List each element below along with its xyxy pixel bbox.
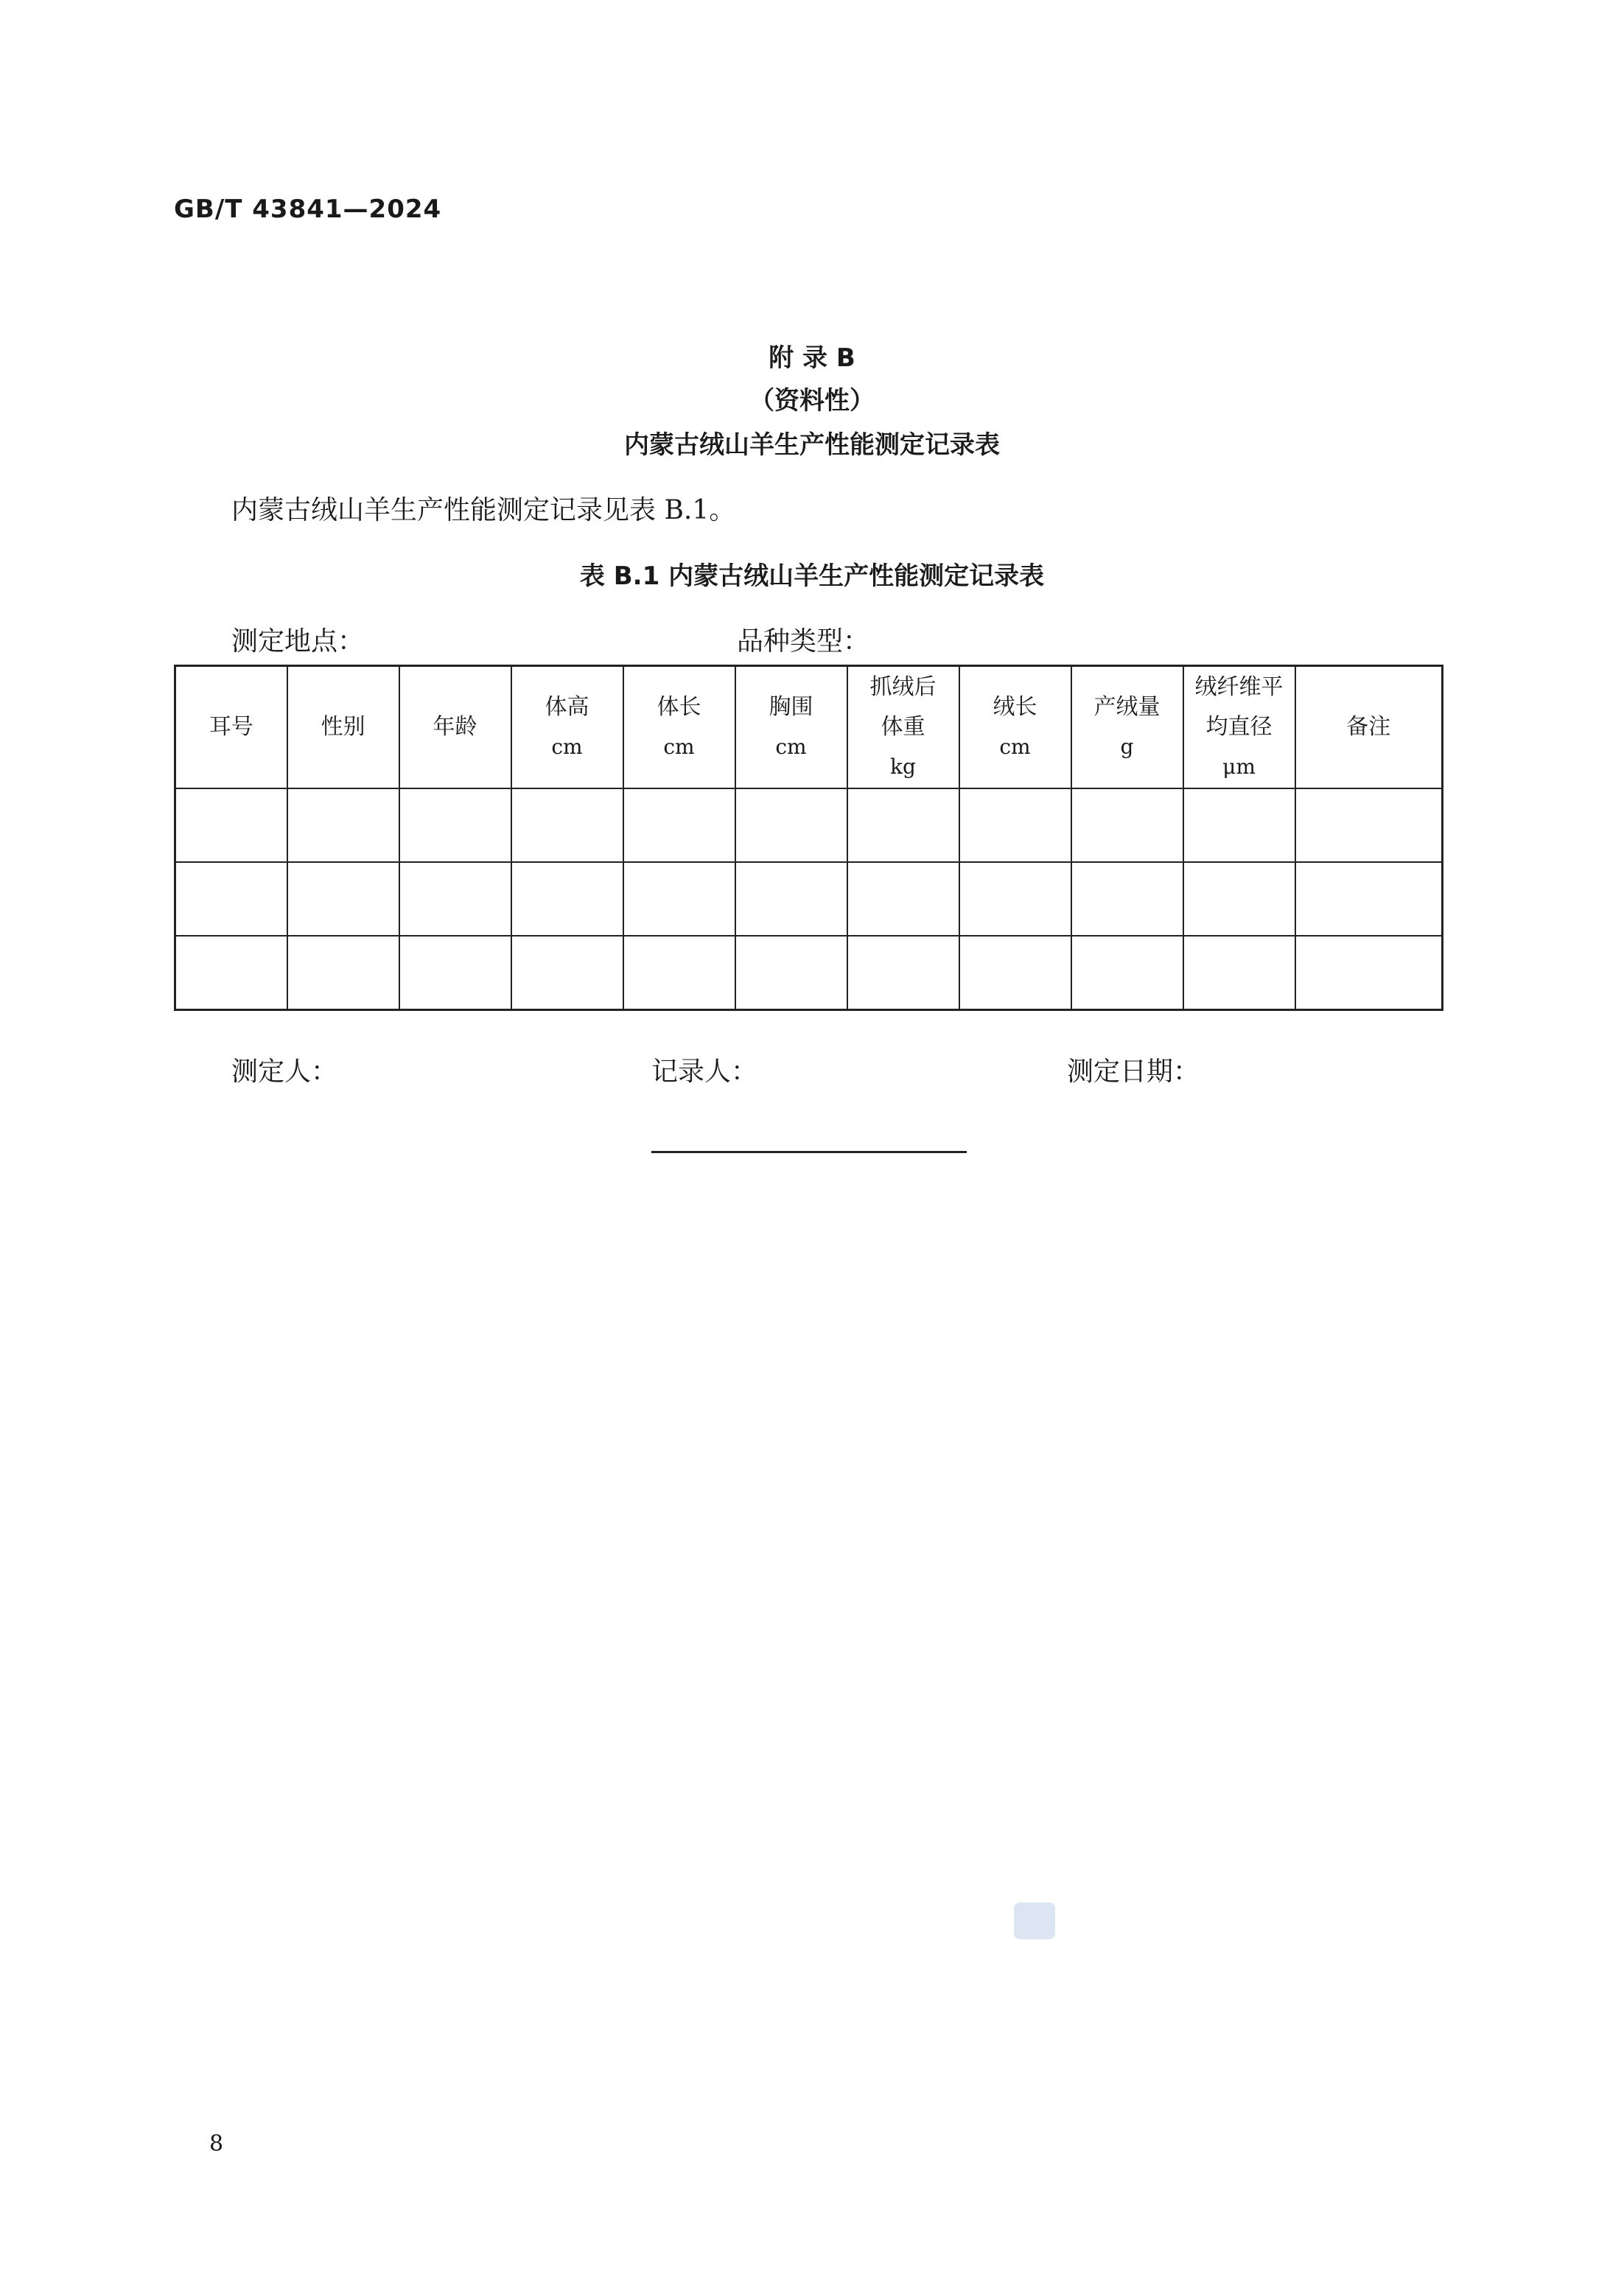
- table-cell: [1295, 936, 1443, 1010]
- column-header-line: cm: [999, 735, 1031, 759]
- column-header: [735, 666, 847, 789]
- column-header: [511, 666, 623, 789]
- column-header-line: μm: [1222, 755, 1256, 779]
- table-cell: [735, 862, 847, 936]
- breed-label: 品种类型：: [737, 626, 870, 657]
- table-cell: [623, 862, 735, 936]
- column-header-line: 胸围: [769, 694, 813, 720]
- table-cell: [623, 788, 735, 862]
- appendix-name: 内蒙古绒山羊生产性能测定记录表: [624, 430, 1000, 460]
- table-cell: [1183, 862, 1295, 936]
- sac-watermark-logo: [1014, 1902, 1055, 1939]
- table-row: [175, 862, 1443, 936]
- column-header-line: 年龄: [433, 714, 477, 740]
- column-header: [1183, 666, 1295, 789]
- table-cell: [847, 788, 959, 862]
- recorder-label: 记录人：: [651, 1057, 758, 1087]
- column-header-line: 体高: [545, 694, 589, 720]
- column-header-line: 备注: [1346, 714, 1391, 740]
- table-cell: [287, 862, 399, 936]
- measurer-label: 测定人：: [231, 1057, 338, 1087]
- intro-text: 内蒙古绒山羊生产性能测定记录见表 B.1。: [231, 495, 736, 525]
- column-header: [1295, 666, 1443, 789]
- record-table: [174, 665, 1443, 1011]
- table-cell: [1295, 862, 1443, 936]
- appendix-nature: （资料性）: [749, 386, 875, 416]
- column-header-line: 耳号: [209, 714, 253, 740]
- location-label: 测定地点：: [231, 626, 365, 657]
- standard-code: GB/T 43841—2024: [174, 195, 442, 224]
- table-cell: [847, 936, 959, 1010]
- end-line: [651, 1151, 967, 1153]
- column-header-line: g: [1120, 735, 1134, 759]
- column-header-line: 均直径: [1205, 714, 1273, 740]
- table-cell: [735, 788, 847, 862]
- table-cell: [175, 936, 287, 1010]
- table-cell: [175, 862, 287, 936]
- column-header-line: 绒长: [993, 694, 1037, 720]
- table-cell: [287, 936, 399, 1010]
- table-row: [175, 936, 1443, 1010]
- column-header: [287, 666, 399, 789]
- table-cell: [1071, 862, 1183, 936]
- column-header-line: kg: [890, 755, 916, 779]
- table-cell: [511, 862, 623, 936]
- table-cell: [959, 788, 1071, 862]
- column-header: [175, 666, 287, 789]
- table-cell: [1183, 788, 1295, 862]
- column-header: [847, 666, 959, 789]
- column-header-line: 性别: [321, 714, 365, 740]
- table-cell: [399, 862, 511, 936]
- table-cell: [1071, 788, 1183, 862]
- page-number: 8: [209, 2131, 224, 2157]
- column-header-line: 绒纤维平: [1194, 674, 1284, 700]
- column-header: [1071, 666, 1183, 789]
- table-cell: [399, 788, 511, 862]
- column-header: [959, 666, 1071, 789]
- column-header: [623, 666, 735, 789]
- table-cell: [511, 936, 623, 1010]
- table-cell: [847, 862, 959, 936]
- table-cell: [1183, 936, 1295, 1010]
- column-header-line: 抓绒后: [869, 674, 937, 700]
- table-cell: [959, 936, 1071, 1010]
- column-header-line: cm: [775, 735, 807, 759]
- column-header-line: 体长: [657, 694, 701, 720]
- table-row: [175, 788, 1443, 862]
- column-header-line: 产绒量: [1093, 694, 1161, 720]
- column-header: [399, 666, 511, 789]
- table-cell: [399, 936, 511, 1010]
- table-cell: [511, 788, 623, 862]
- date-label: 测定日期：: [1067, 1057, 1200, 1087]
- column-header-line: cm: [663, 735, 695, 759]
- column-header-line: 体重: [881, 714, 925, 740]
- table-cell: [623, 936, 735, 1010]
- table-cell: [959, 862, 1071, 936]
- table-cell: [287, 788, 399, 862]
- table-cell: [1295, 788, 1443, 862]
- table-header-row: [175, 666, 1443, 789]
- table-cell: [175, 788, 287, 862]
- column-header-line: cm: [551, 735, 583, 759]
- table-caption: 表 B.1 内蒙古绒山羊生产性能测定记录表: [579, 561, 1045, 591]
- appendix-title: 附 录 B: [769, 343, 855, 373]
- table-cell: [735, 936, 847, 1010]
- table-cell: [1071, 936, 1183, 1010]
